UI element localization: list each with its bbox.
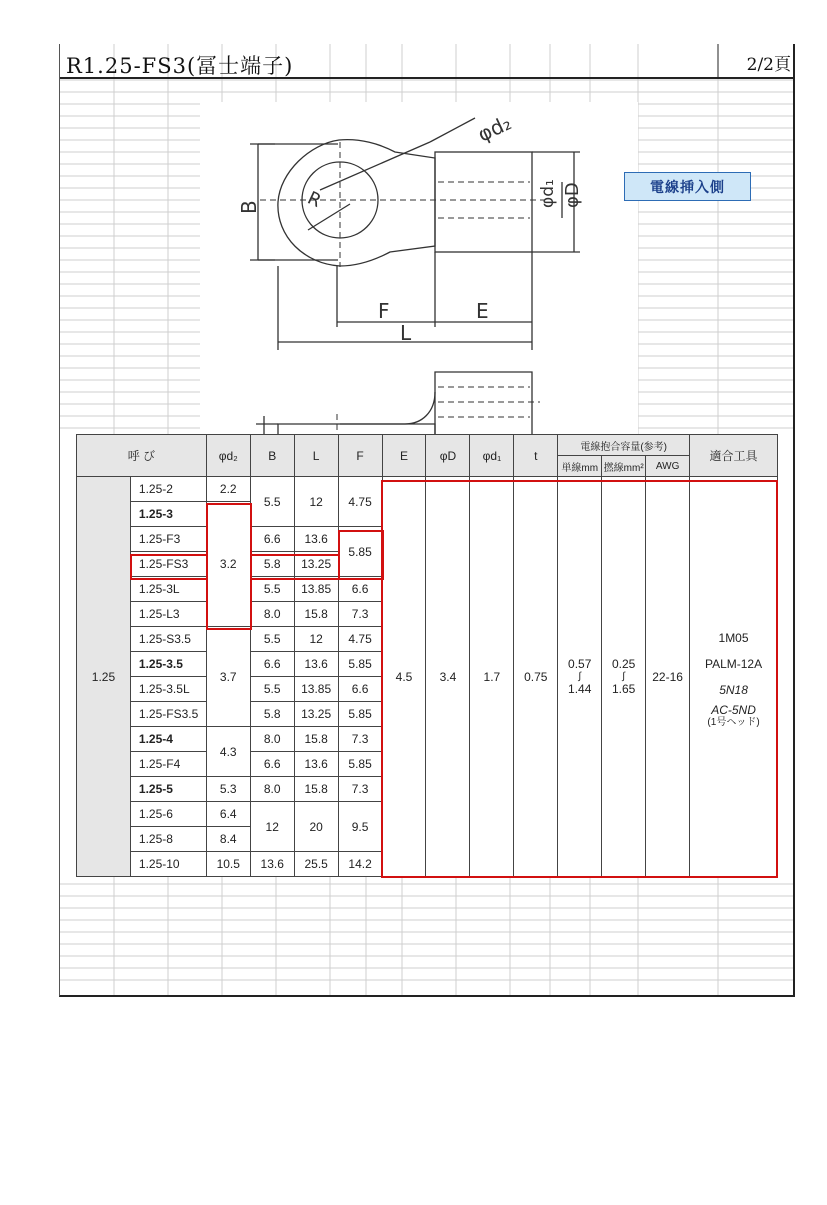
part-name: 1.25-6 <box>130 802 206 827</box>
label-f: F <box>378 299 390 323</box>
stranded-max: 1.65 <box>611 682 636 696</box>
cell-b: 13.6 <box>250 852 294 877</box>
cell-b: 5.8 <box>250 552 294 577</box>
cell-l: 20 <box>294 802 338 852</box>
cell-f: 6.6 <box>338 577 382 602</box>
cell-d2: 3.7 <box>206 627 250 727</box>
tool-1: 1M05 <box>718 630 749 645</box>
cell-tool <box>690 477 778 877</box>
cell-l: 25.5 <box>294 852 338 877</box>
header-awg: AWG <box>646 456 690 477</box>
cell-d1: 1.7 <box>470 477 514 877</box>
tool-4: AC-5ND <box>711 702 756 717</box>
header-t: t <box>514 435 558 477</box>
single-max: 1.44 <box>568 682 592 696</box>
cell-f: 5.85 <box>338 527 382 577</box>
sheet-title: R1.25-FS3(冨士端子) <box>66 54 294 78</box>
cell-t: 0.75 <box>514 477 558 877</box>
tool-5: (1号ヘッド) <box>707 716 760 728</box>
label-d1: φd₁ <box>538 179 558 208</box>
cell-f: 4.75 <box>338 477 382 527</box>
cell-f: 5.85 <box>338 752 382 777</box>
cell-od: 3.4 <box>426 477 470 877</box>
cell-f: 5.85 <box>338 702 382 727</box>
label-od: φD <box>562 182 583 208</box>
cell-l: 12 <box>294 477 338 527</box>
cell-l: 15.8 <box>294 602 338 627</box>
header-d2: φd₂ <box>206 435 250 477</box>
cell-b: 6.6 <box>250 527 294 552</box>
part-name: 1.25-F4 <box>130 752 206 777</box>
cell-b: 6.6 <box>250 652 294 677</box>
header-single-wire: 単線mm <box>558 456 602 477</box>
cell-f: 7.3 <box>338 727 382 752</box>
part-name: 1.25-8 <box>130 827 206 852</box>
cell-awg: 22-16 <box>646 477 690 877</box>
cell-b: 8.0 <box>250 602 294 627</box>
cell-l: 13.6 <box>294 527 338 552</box>
cell-d2: 3.2 <box>206 502 250 627</box>
cell-f: 14.2 <box>338 852 382 877</box>
part-name: 1.25-3.5 <box>130 652 206 677</box>
cell-f: 7.3 <box>338 602 382 627</box>
part-name: 1.25-4 <box>130 727 206 752</box>
part-name: 1.25-3.5L <box>130 677 206 702</box>
cell-d2: 5.3 <box>206 777 250 802</box>
stranded-range-mark: ∫ <box>622 671 626 682</box>
table-row <box>77 477 778 502</box>
part-name: 1.25-L3 <box>130 602 206 627</box>
header-l: L <box>294 435 338 477</box>
cell-b: 8.0 <box>250 727 294 752</box>
header-b: B <box>250 435 294 477</box>
header-od: φD <box>426 435 470 477</box>
nominal-size: 1.25 <box>77 477 131 877</box>
cell-l: 13.25 <box>294 552 338 577</box>
cell-d2: 10.5 <box>206 852 250 877</box>
wire-insertion-side-label: 電線挿入側 <box>624 172 751 201</box>
part-name: 1.25-3 <box>130 502 206 527</box>
header-nominal: 呼 び <box>77 435 207 477</box>
cell-f: 9.5 <box>338 802 382 852</box>
cell-f: 5.85 <box>338 652 382 677</box>
cell-d2: 2.2 <box>206 477 250 502</box>
part-name: 1.25-FS3 <box>130 552 206 577</box>
cell-l: 13.85 <box>294 577 338 602</box>
cell-b: 5.5 <box>250 577 294 602</box>
part-name: 1.25-3L <box>130 577 206 602</box>
cell-l: 13.25 <box>294 702 338 727</box>
cell-b: 5.8 <box>250 702 294 727</box>
cell-d2: 8.4 <box>206 827 250 852</box>
cell-l: 15.8 <box>294 727 338 752</box>
stranded-min: 0.25 <box>611 657 636 671</box>
terminal-drawing <box>200 102 638 454</box>
page-number: 2/2頁 <box>746 55 791 75</box>
cell-l: 13.6 <box>294 752 338 777</box>
header-e: E <box>382 435 426 477</box>
cell-d2: 6.4 <box>206 802 250 827</box>
header-stranded-wire: 撚線mm² <box>602 456 646 477</box>
cell-b: 8.0 <box>250 777 294 802</box>
tool-3: 5N18 <box>719 682 748 697</box>
label-r: R <box>304 187 325 212</box>
label-l: L <box>400 321 412 345</box>
header-tool: 適合工具 <box>690 435 778 477</box>
cell-b: 12 <box>250 802 294 852</box>
cell-b: 5.5 <box>250 627 294 652</box>
part-name: 1.25-FS3.5 <box>130 702 206 727</box>
single-min: 0.57 <box>568 657 592 671</box>
part-name: 1.25-S3.5 <box>130 627 206 652</box>
cell-b: 5.5 <box>250 677 294 702</box>
label-d2: φd₂ <box>473 110 515 147</box>
cell-f: 6.6 <box>338 677 382 702</box>
label-b: B <box>237 200 261 214</box>
part-name: 1.25-F3 <box>130 527 206 552</box>
part-name: 1.25-5 <box>130 777 206 802</box>
cell-stranded-wire <box>602 477 646 877</box>
single-range-mark: ∫ <box>578 671 582 682</box>
header-f: F <box>338 435 382 477</box>
cell-l: 13.6 <box>294 652 338 677</box>
header-d1: φd₁ <box>470 435 514 477</box>
spreadsheet-sheet <box>59 44 795 997</box>
part-name: 1.25-2 <box>130 477 206 502</box>
cell-l: 13.85 <box>294 677 338 702</box>
cell-b: 5.5 <box>250 477 294 527</box>
cell-e: 4.5 <box>382 477 426 877</box>
cell-f: 7.3 <box>338 777 382 802</box>
cell-b: 6.6 <box>250 752 294 777</box>
cell-d2: 4.3 <box>206 727 250 777</box>
part-name: 1.25-10 <box>130 852 206 877</box>
header-wire-capacity: 電線抱合容量(参考) <box>558 435 690 456</box>
cell-f: 4.75 <box>338 627 382 652</box>
cell-l: 15.8 <box>294 777 338 802</box>
spec-table <box>76 434 778 877</box>
tool-2: PALM-12A <box>704 656 763 671</box>
cell-single-wire <box>558 477 602 877</box>
cell-l: 12 <box>294 627 338 652</box>
label-e: E <box>476 299 489 323</box>
